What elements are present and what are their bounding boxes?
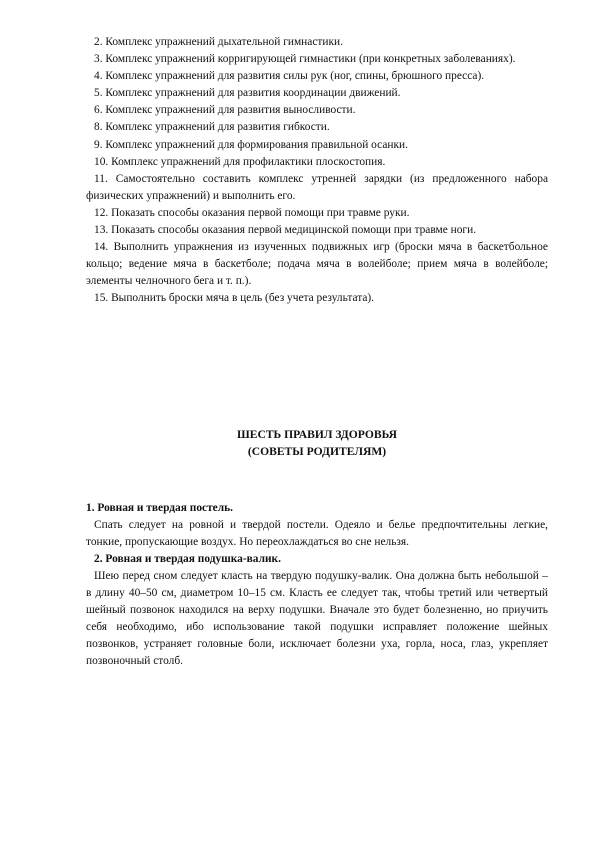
list-item: 8. Комплекс упражнений для развития гибкости. xyxy=(94,121,330,134)
list-item: 14. Выполнить упражнения из изученных подвижных игр (броски мяча в баскетбольное кольцо; ведение мяча в баскетболе; подача мяча в волейболе; прием мяча в волейболе; элементы челночного бега и т. п.). xyxy=(86,241,548,288)
list-item: 9. Комплекс упражнений для формирования правильной осанки. xyxy=(94,138,408,151)
blank-space xyxy=(86,460,548,500)
task-list xyxy=(86,34,548,308)
list-item: 10. Комплекс упражнений для профилактики плоскостопия. xyxy=(94,155,386,168)
list-item: 12. Показать способы оказания первой помощи при травме руки. xyxy=(94,206,410,219)
list-item: 3. Комплекс упражнений корригирующей гимнастики (при конкретных заболеваниях). xyxy=(94,53,516,66)
list-item: 5. Комплекс упражнений для развития координации движений. xyxy=(94,87,401,100)
rule-2-title: 2. Ровная и твердая подушка-валик. xyxy=(94,552,281,565)
list-item: 15. Выполнить броски мяча в цель (без учета результата). xyxy=(94,292,375,305)
list-item: 4. Комплекс упражнений для развития силы рук (ног, спины, брюшного пресса). xyxy=(94,70,485,83)
list-item: 13. Показать способы оказания первой медицинской помощи при травме ноги. xyxy=(94,224,477,237)
blank-space xyxy=(86,308,548,426)
heading-subtitle: (СОВЕТЫ РОДИТЕЛЯМ) xyxy=(247,444,387,458)
rule-1-text: Спать следует на ровной и твердой постели. Одеяло и белье предпочтительны легкие, тонкие, пропускающие воздух. Но переохлаждаться во сне нельзя. xyxy=(86,518,548,548)
section-heading xyxy=(86,426,548,460)
rule-1-title: 1. Ровная и твердая постель. xyxy=(86,501,233,514)
list-item: 6. Комплекс упражнений для развития выносливости. xyxy=(94,104,356,117)
heading-title: ШЕСТЬ ПРАВИЛ ЗДОРОВЬЯ xyxy=(236,427,397,441)
rules-section xyxy=(86,500,548,671)
rule-2-text: Шею перед сном следует класть на твердую подушку-валик. Она должна быть небольшой – в длину 40–50 см, диаметром 10–15 см. Класть ее следует так, чтобы третий или четвертый шейный позвонок находился на верху подушки. Вначале это будет болезненно, но приучить себя необходимо, ибо использование такой подушки исправляет положение шейных позвонков, устраняет головные боли, исключает болезни уха, горла, носа, глаз, укрепляет позвоночный столб. xyxy=(86,569,548,668)
list-item: 2. Комплекс упражнений дыхательной гимнастики. xyxy=(94,36,343,48)
list-item: 11. Самостоятельно составить комплекс утренней зарядки (из предложенного набора физических упражнений) и выполнить его. xyxy=(86,172,548,202)
